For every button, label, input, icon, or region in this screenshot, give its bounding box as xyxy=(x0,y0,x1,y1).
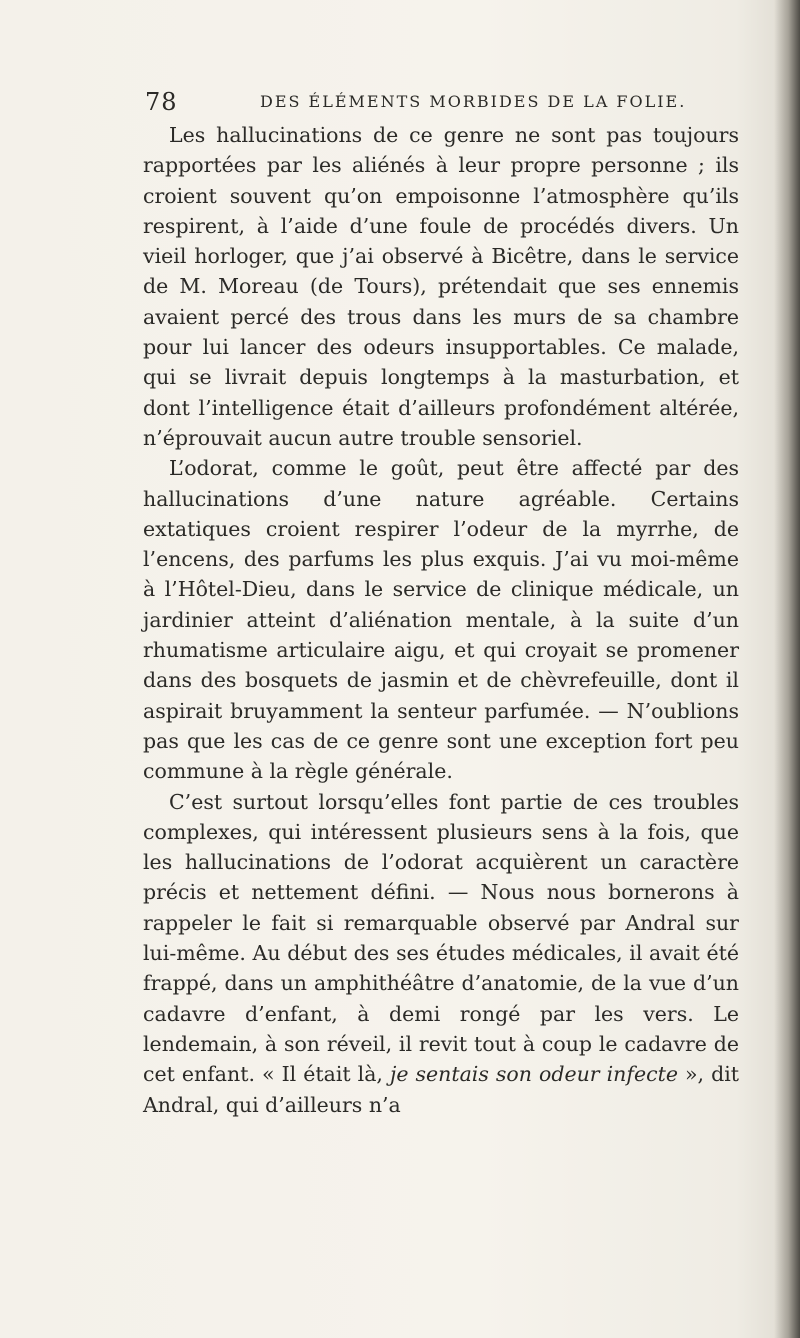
paragraph-2: L’odorat, comme le goût, peut être affecté par des hallucinations d’une nature agréable. Certains extatiques croient respirer l’odeur de la myrrhe, de l’encens, des parfums les plus exquis. J’ai vu moi-même à l’Hôtel-Dieu, dans le service de clinique médicale, un jardinier atteint d’aliénation mentale, à la suite d’un rhumatisme articulaire aigu, et qui croyait se promener dans des bosquets de jasmin et de chèvrefeuille, dont il aspirait bruyamment la senteur parfumée. — N’oublions pas que les cas de ce genre sont une exception fort peu commune à la règle générale. xyxy=(143,456,739,784)
paragraph-1: Les hallucinations de ce genre ne sont pas toujours rapportées par les aliénés à leur propre personne ; ils croient souvent qu’on empoisonne l’atmosphère qu’ils respirent, à l’aide d’une foule de procédés divers. Un vieil horloger, que j’ai observé à Bicêtre, dans le service de M. Moreau (de Tours), prétendait que ses ennemis avaient percé des trous dans les murs de sa chambre pour lui lancer des odeurs insupportables. Ce malade, qui se livrait depuis longtemps à la masturbation, et dont l’intelligence était d’ailleurs profondément altérée, n’éprouvait aucun autre trouble sensoriel. xyxy=(143,123,739,450)
paragraph-3 xyxy=(143,787,739,1120)
paragraph-3-italic-quote: je sentais son odeur infecte xyxy=(389,1062,678,1087)
paragraph-3-text-end: », dit Andral, qui d’ailleurs n’a xyxy=(143,1062,739,1117)
page-edge-shadow xyxy=(774,0,800,1338)
body-text xyxy=(143,120,739,1120)
page-header xyxy=(145,88,745,118)
paragraph-3-text: C’est surtout lorsqu’elles font partie de ces troubles complexes, qui intéressent plusieurs sens à la fois, que les hallucinations de l’odorat acquièrent un caractère précis et nettement défini. — Nous nous bornerons à rappeler le fait si remarquable observé par Andral sur lui-même. Au début des ses études médicales, il avait été frappé, dans un amphithéâtre d’anatomie, de la vue d’un cadavre d’enfant, à demi rongé par les vers. Le lendemain, à son réveil, il revit tout à coup le cadavre de cet enfant. « Il était là, xyxy=(143,789,739,1087)
running-title: DES ÉLÉMENTS MORBIDES DE LA FOLIE. xyxy=(260,92,687,111)
page-number: 78 xyxy=(145,88,178,116)
